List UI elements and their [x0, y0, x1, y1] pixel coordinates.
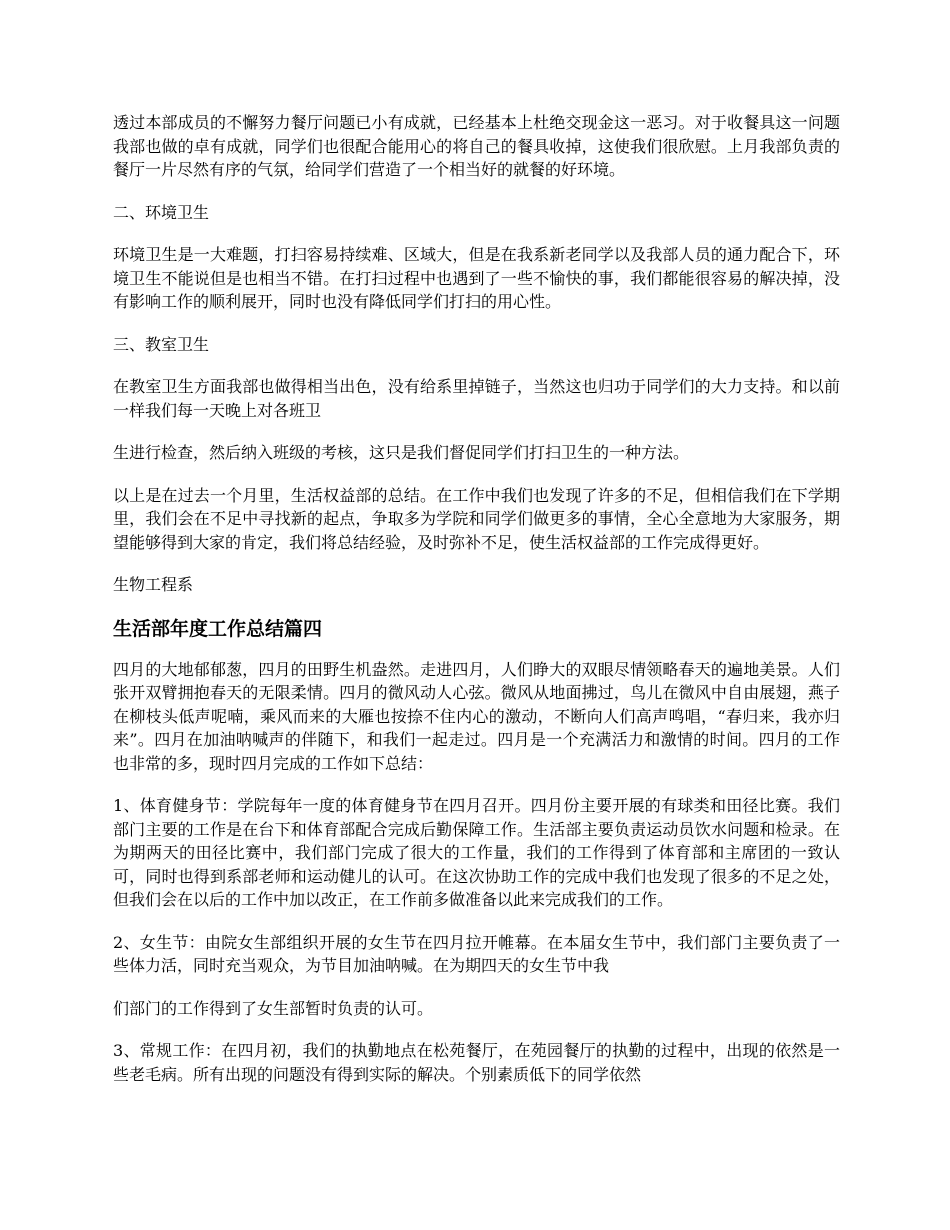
signature-department: 生物工程系	[113, 575, 194, 594]
section-title-classroom: 三、教室卫生	[113, 334, 210, 354]
section-heading: 生活部年度工作总结篇四	[113, 617, 323, 640]
paragraph-summary: 以上是在过去一个月里，生活权益部的总结。在工作中我们也发现了许多的不足，但相信我们在下学期里，我们会在不足中寻找新的起点，争取多为学院和同学们做更多的事情，全心全意地为大家服务，期望能够得到大家的肯定，我们将总结经验，及时弥补不足，使生活权益部的工作完成得更好。	[113, 485, 840, 552]
section-title-environment: 二、环境卫生	[113, 202, 210, 222]
paragraph-environment: 环境卫生是一大难题，打扫容易持续难、区域大，但是在我系新老同学以及我部人员的通力配合下，环境卫生不能说但是也相当不错。在打扫过程中也遇到了一些不愉快的事，我们都能很容易的解决掉，没有影响工作的顺利展开，同时也没有降低同学们打扫的用心性。	[113, 245, 840, 311]
paragraph-girls-festival-continued: 们部门的工作得到了女生部暂时负责的认可。	[113, 998, 434, 1018]
paragraph-canteen: 透过本部成员的不懈努力餐厅问题已小有成就，已经基本上杜绝交现金这一恶习。对于收餐具这一问题我部也做的卓有成就，同学们也很配合能用心的将自己的餐具收掉，这使我们很欣慰。上月我部负责的餐厅一片尽然有序的气氛，给同学们营造了一个相当好的就餐的好环境。	[113, 113, 840, 179]
paragraph-classroom-continued: 生进行检查，然后纳入班级的考核，这只是我们督促同学们打扫卫生的一种方法。	[113, 443, 690, 462]
paragraph-sports-festival: 1、体育健身节：学院每年一度的体育健身节在四月召开。四月份主要开展的有球类和田径比赛。我们部门主要的工作是在台下和体育部配合完成后勤保障工作。生活部主要负责运动员饮水问题和检录。在为期两天的田径比赛中，我们部门完成了很大的工作量，我们的工作得到了体育部和主席团的一致认可，同时也得到系部老师和运动健儿的认可。在这次协助工作的完成中我们也发现了很多的不足之处，但我们会在以后的工作中加以改正，在工作前多做准备以此来完成我们的工作。	[113, 796, 840, 909]
paragraph-routine-work: 3、常规工作：在四月初，我们的执勤地点在松苑餐厅，在苑园餐厅的执勤的过程中，出现的依然是一些老毛病。所有出现的问题没有得到实际的解决。个别素质低下的同学依然	[113, 1041, 840, 1084]
paragraph-girls-festival: 2、女生节：由院女生部组织开展的女生节在四月拉开帷幕。在本届女生节中，我们部门主要负责了一些体力活，同时充当观众，为节目加油呐喊。在为期四天的女生节中我	[113, 932, 840, 975]
paragraph-april-intro: 四月的大地郁郁葱，四月的田野生机盎然。走进四月，人们睁大的双眼尽情领略春天的遍地美景。人们张开双臂拥抱春天的无限柔情。四月的微风动人心弦。微风从地面拂过，鸟儿在微风中自由展翅，燕子在柳枝头低声呢喃，乘风而来的大雁也按捺不住内心的激动，不断向人们高声鸣唱，“春归来，我亦归来”。四月在加油呐喊声的伴随下，和我们一起走过。四月是一个充满活力和激情的时间。四月的工作也非常的多，现时四月完成的工作如下总结：	[113, 659, 840, 773]
paragraph-classroom: 在教室卫生方面我部也做得相当出色，没有给系里掉链子，当然这也归功于同学们的大力支持。和以前一样我们每一天晚上对各班卫	[113, 377, 840, 420]
